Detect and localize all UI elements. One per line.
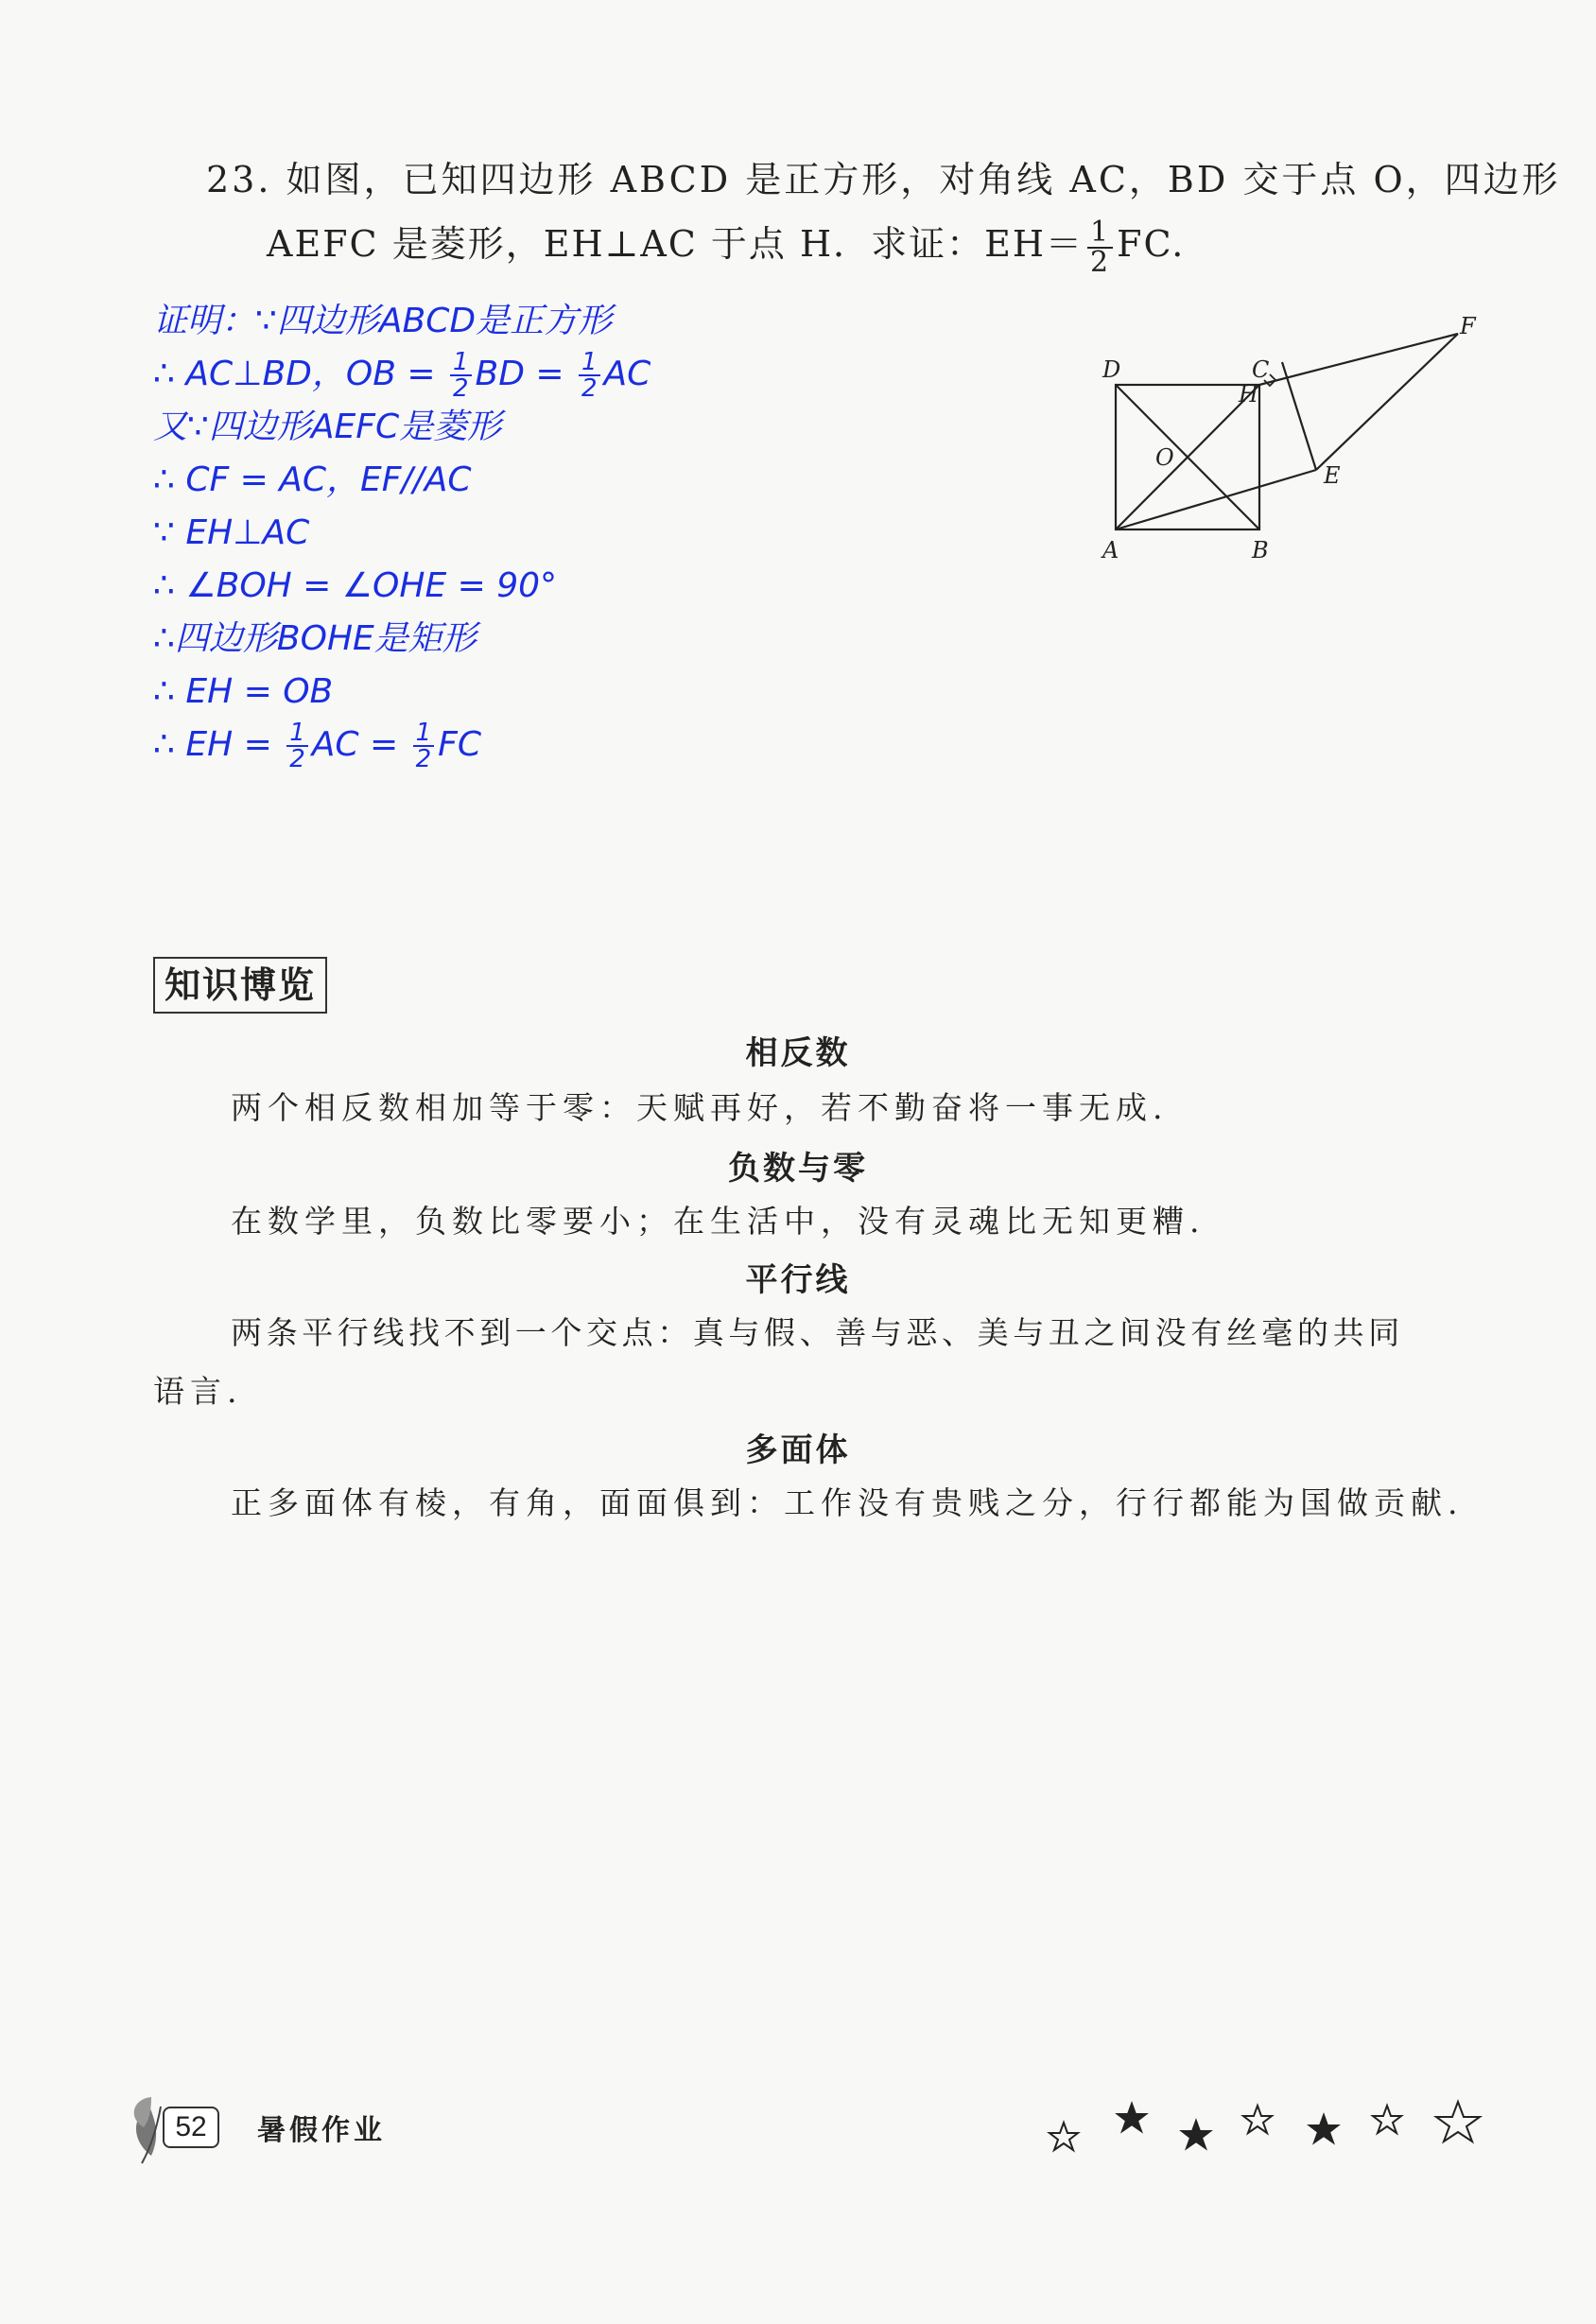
fraction-half: $\frac{1}{2}$ xyxy=(450,350,472,401)
proof-line-7: ∴四边形BOHE是矩形 xyxy=(153,619,477,658)
segment-eh xyxy=(1282,362,1316,470)
text-opposite-numbers: 两个相反数相加等于零：天赋再好，若不勤奋将一事无成. xyxy=(231,1089,1169,1126)
proof-line-2: ∴ AC⊥BD，OB = $\frac{1}{2}$ BD = $\frac{1}{2}$ AC xyxy=(153,348,651,403)
segment-ef xyxy=(1316,334,1458,470)
proof-line-1: 证明：∵四边形ABCD是正方形 xyxy=(153,302,613,340)
star-decoration xyxy=(1045,2094,1489,2160)
problem-text-line2-end: FC. xyxy=(1117,223,1186,265)
label-f: F xyxy=(1460,313,1476,339)
proof-line-5: ∵ EH⊥AC xyxy=(153,513,310,552)
proof-block xyxy=(153,295,651,772)
star-icon xyxy=(1118,2104,1146,2131)
text-parallel-lines: 两条平行线找不到一个交点：真与假、善与恶、美与丑之间没有丝毫的共同 xyxy=(231,1314,1404,1351)
fraction-half: $\frac{1}{2}$ xyxy=(286,720,308,772)
proof-line-9: ∴ EH = $\frac{1}{2}$ AC = $\frac{1}{2}$ FC xyxy=(153,719,481,773)
text-negatives-zero: 在数学里，负数比零要小；在生活中，没有灵魂比无知更糟. xyxy=(231,1203,1206,1240)
fraction-half: $\frac{1}{2}$ xyxy=(579,350,600,401)
star-icon xyxy=(1436,2102,1480,2142)
problem-number: 23. xyxy=(206,159,272,200)
label-o: O xyxy=(1155,444,1174,471)
page-number: 52 xyxy=(163,2107,219,2148)
label-c: C xyxy=(1252,356,1270,383)
proof-line-3: 又∵四边形AEFC是菱形 xyxy=(153,408,502,446)
star-icon xyxy=(1373,2106,1401,2133)
label-a: A xyxy=(1102,537,1119,563)
heading-opposite-numbers: 相反数 xyxy=(745,1034,851,1072)
label-e: E xyxy=(1324,462,1341,489)
star-icon xyxy=(1050,2123,1078,2150)
problem-text-line1: 如图，已知四边形 ABCD 是正方形，对角线 AC，BD 交于点 O，四边形 xyxy=(286,159,1561,200)
proof-line-6: ∴ ∠BOH = ∠OHE = 90° xyxy=(153,566,558,605)
heading-polyhedron: 多面体 xyxy=(745,1431,851,1469)
footer-label: 暑假作业 xyxy=(257,2114,386,2147)
section-title-knowledge: 知识博览 xyxy=(153,957,327,1014)
text-polyhedron: 正多面体有棱，有角，面面俱到：工作没有贵贱之分，行行都能为国做贡献. xyxy=(231,1484,1464,1521)
text-parallel-lines-cont: 语言. xyxy=(153,1373,243,1410)
fraction-one-half: $\frac{1}{2}$ xyxy=(1087,218,1113,277)
fraction-half: $\frac{1}{2}$ xyxy=(413,720,435,772)
problem-statement-line2 xyxy=(267,216,1515,277)
star-icon xyxy=(1182,2121,1210,2148)
star-icon xyxy=(1243,2106,1272,2133)
label-d: D xyxy=(1102,356,1121,383)
heading-parallel-lines: 平行线 xyxy=(745,1261,851,1299)
proof-line-8: ∴ EH = OB xyxy=(153,672,334,711)
problem-text-line2: AEFC 是菱形，EH⊥AC 于点 H．求证：EH＝ xyxy=(267,223,1084,265)
segment-cf xyxy=(1259,334,1458,385)
heading-negatives-zero: 负数与零 xyxy=(728,1150,868,1188)
label-h: H xyxy=(1239,381,1258,408)
label-b: B xyxy=(1252,537,1269,563)
proof-line-4: ∴ CF = AC，EF//AC xyxy=(153,460,472,499)
problem-statement-line1 xyxy=(206,151,1561,208)
star-icon xyxy=(1310,2115,1338,2142)
geometry-diagram xyxy=(1097,307,1494,563)
